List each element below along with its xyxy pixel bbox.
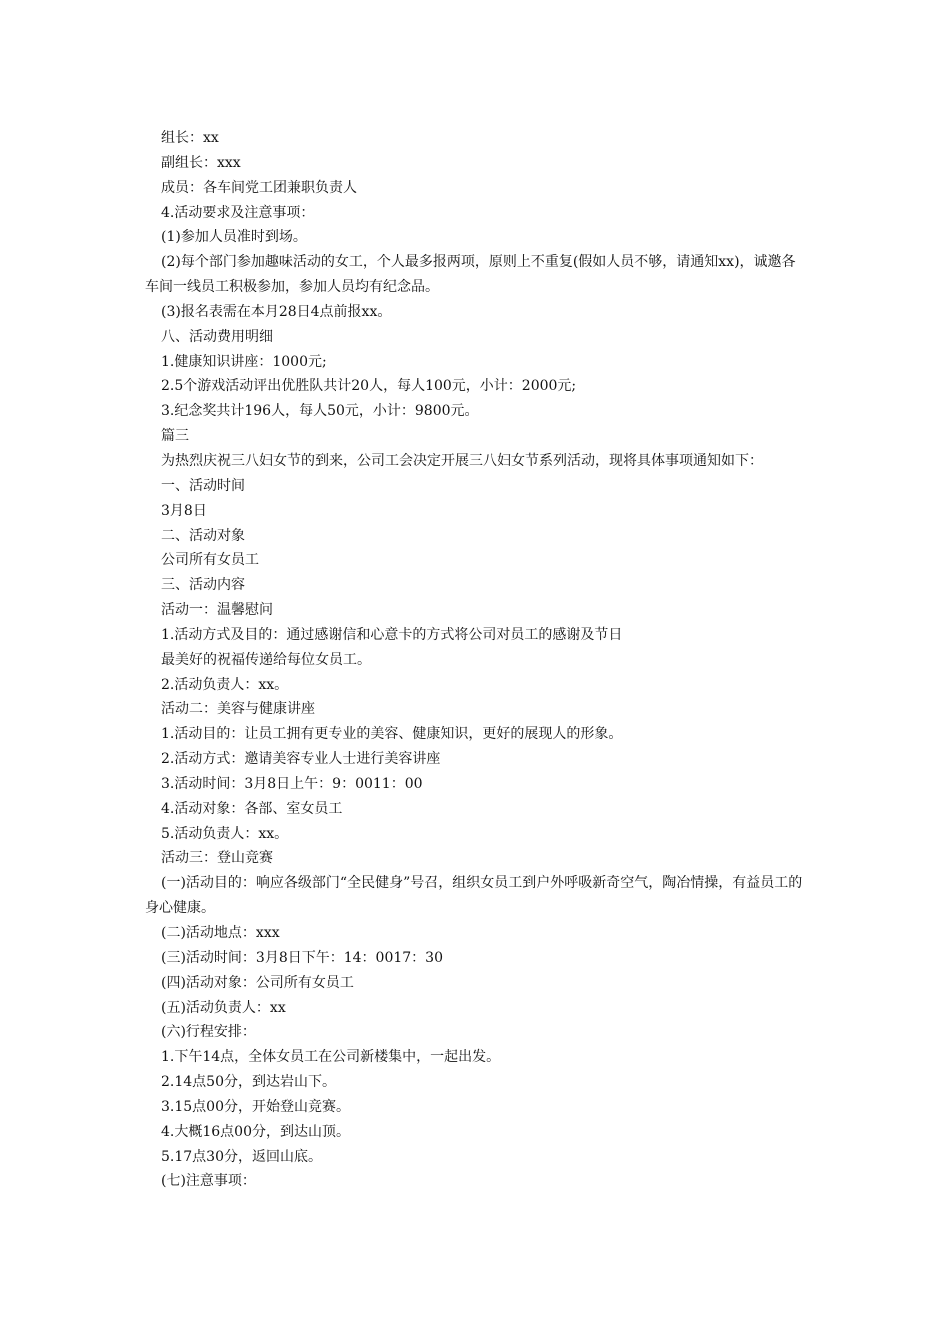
text-line: (三)活动时间：3月8日下午：14：0017：30 xyxy=(161,949,443,966)
text-line: 公司所有女员工 xyxy=(161,552,259,569)
text-line: 5.17点30分，返回山底。 xyxy=(161,1148,322,1165)
text-line: 八、活动费用明细 xyxy=(161,328,273,345)
text-line: 最美好的祝福传递给每位女员工。 xyxy=(161,651,371,668)
text-line: 3月8日 xyxy=(161,502,207,519)
text-line: 4.活动要求及注意事项： xyxy=(161,204,315,221)
text-line: 一、活动时间 xyxy=(161,477,245,494)
text-line: 4.活动对象：各部、室女员工 xyxy=(161,800,343,817)
text-line: 1.活动方式及目的：通过感谢信和心意卡的方式将公司对员工的感谢及节日 xyxy=(161,626,623,643)
text-line: 2.活动方式：邀请美容专业人士进行美容讲座 xyxy=(161,751,441,768)
text-line: (七)注意事项： xyxy=(161,1173,256,1190)
text-line: 活动一：温馨慰问 xyxy=(161,602,273,619)
text-line: 4.大概16点00分，到达山顶。 xyxy=(161,1123,350,1140)
paragraph: 为热烈庆祝三八妇女节的到来，公司工会决定开展三八妇女节系列活动，现将具体事项通知如下： xyxy=(161,452,763,469)
text-line: 成员：各车间党工团兼职负责人 xyxy=(161,179,357,196)
text-line: 2.14点50分，到达岩山下。 xyxy=(161,1074,336,1091)
text-line: 篇三 xyxy=(161,428,189,445)
text-line: 活动三：登山竞赛 xyxy=(161,850,273,867)
text-line: (五)活动负责人：xx xyxy=(161,999,286,1016)
text-line: 二、活动对象 xyxy=(161,527,245,544)
text-line: 3.活动时间：3月8日上午：9：0011：00 xyxy=(161,775,423,792)
text-line: 2.活动负责人：xx。 xyxy=(161,676,289,693)
text-line: 三、活动内容 xyxy=(161,577,245,594)
text-line: (3)报名表需在本月28日4点前报xx。 xyxy=(161,303,392,320)
text-line: 1.活动目的：让员工拥有更专业的美容、健康知识，更好的展现人的形象。 xyxy=(161,726,623,743)
text-line: 2.5个游戏活动评出优胜队共计20人，每人100元，小计：2000元; xyxy=(161,378,577,395)
paragraph: (2)每个部门参加趣味活动的女工，个人最多报两项，原则上不重复(假如人员不够，请通知xx)，诚邀各车间一线员工积极参加，参加人员均有纪念品。 xyxy=(145,254,796,296)
text-line: (二)活动地点：xxx xyxy=(161,925,280,941)
text-line: 组长：xx xyxy=(161,130,219,146)
document-body xyxy=(145,126,805,1194)
text-line: 3.15点00分，开始登山竞赛。 xyxy=(161,1098,350,1115)
text-line: 副组长：xxx xyxy=(161,154,241,171)
paragraph: (一)活动目的：响应各级部门“全民健身”号召，组织女员工到户外呼吸新奇空气，陶冶情操，有益员工的身心健康。 xyxy=(145,875,803,917)
text-line: 5.活动负责人：xx。 xyxy=(161,825,289,842)
text-line: 3.纪念奖共计196人，每人50元，小计：9800元。 xyxy=(161,403,479,420)
text-line: 1.下午14点，全体女员工在公司新楼集中，一起出发。 xyxy=(161,1049,501,1066)
text-line: (1)参加人员准时到场。 xyxy=(161,229,307,246)
text-line: 1.健康知识讲座：1000元; xyxy=(161,353,327,370)
text-line: 活动二：美容与健康讲座 xyxy=(161,701,315,718)
text-line: (四)活动对象：公司所有女员工 xyxy=(161,974,354,991)
text-line: (六)行程安排： xyxy=(161,1024,256,1041)
